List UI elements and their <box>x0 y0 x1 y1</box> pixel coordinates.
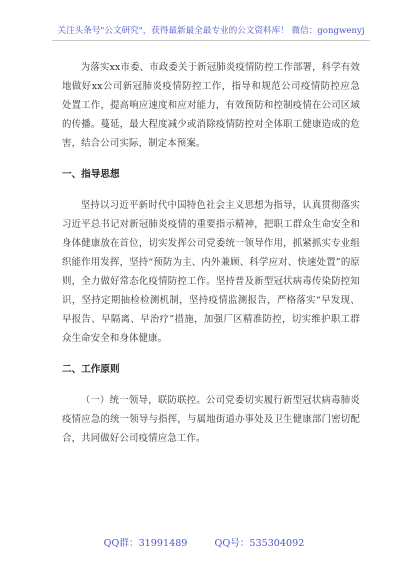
intro-paragraph: 为落实xx市委、市政委关于新冠肺炎疫情防控工作部署，科学有效地做好xx公司新冠肺炎疫情防控工作，指导和规范公司疫情防控应急处置工作，提高响应速度和应对能力，有效预防和控制疫情在公司区域的传播。蔓延，最大程度减少或消除疫情防控对全体职工健康造成的危害，结合公司实际，制定本预案。 <box>62 62 360 149</box>
document-body <box>62 58 360 448</box>
header-banner: 关注头条号"公文研究"，获得最新最全最专业的公文资料库！ 微信：gongwenyj <box>52 23 370 41</box>
qq-number-text: QQ号：535304092 <box>214 538 305 549</box>
work-principles-paragraph: （一）统一领导，联防联控。公司党委切实履行新型冠状病毒肺炎疫情应急的统一领导与指挥，与属地街道办事处及卫生健康部门密切配合，共同做好公司疫情应急工作。 <box>62 395 360 444</box>
section-heading-work-principles: 二、工作原则 <box>62 364 120 375</box>
guiding-ideology-paragraph: 坚持以习近平新时代中国特色社会主义思想为指导，认真贯彻落实习近平总书记对新冠肺炎疫情的重要指示精神，把职工群众生命安全和身体健康放在首位，切实发挥公司党委统一领导作用，抓紧抓实专业组织能作用发挥，坚持“预防为主、内外兼顾、科学应对、快速处置”的原则，全力做好常态化疫情防控工作。坚持普及新型冠状病毒传染防控知识，坚持定期抽检检测机制，坚持疫情监测报告，严格落实“早发现、早报告、早隔离、早治疗”措施，加强厂区精准防控，切实维护职工群众生命安全和身体健康。 <box>62 200 360 344</box>
footer-contact <box>0 535 408 549</box>
section-heading-guiding-ideology: 一、指导思想 <box>62 169 120 180</box>
qq-group-text: QQ群：31991489 <box>103 538 188 549</box>
